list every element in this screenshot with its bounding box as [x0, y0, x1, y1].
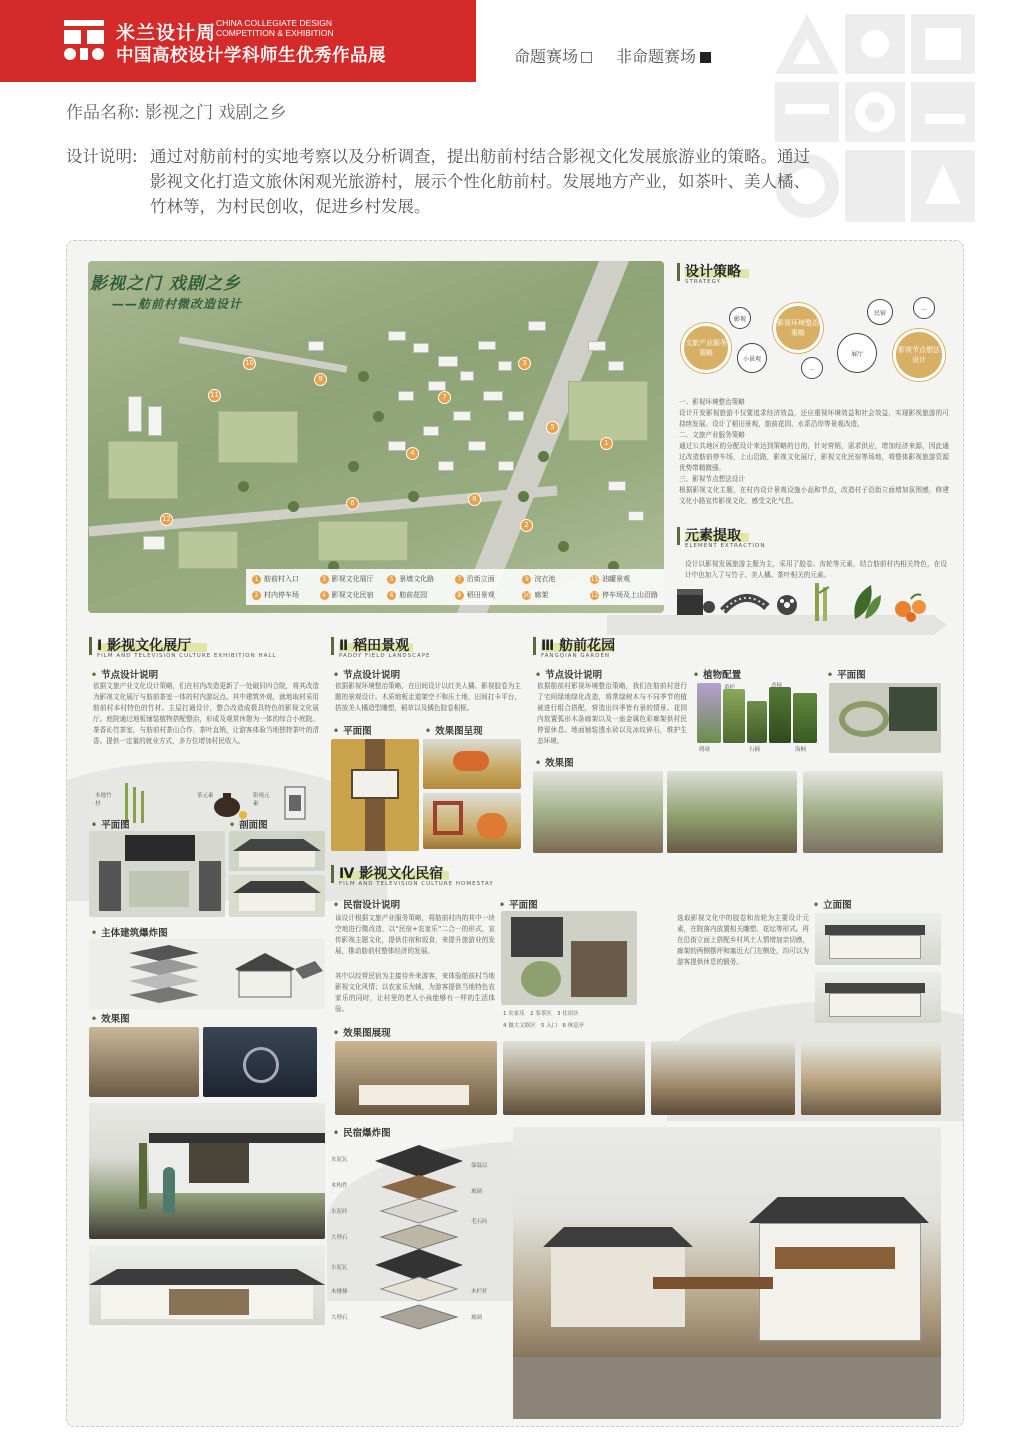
brand-logo-icon	[64, 20, 104, 60]
plant-camphor-image	[769, 687, 791, 743]
plant-photinia-image	[747, 701, 767, 743]
map-node-marker: 8	[468, 493, 481, 506]
legend-item: 9 浣衣池	[522, 571, 590, 587]
brand-name-cn: 米兰设计周	[116, 22, 217, 44]
s2-effect-image-1	[423, 739, 521, 789]
clapperboard-icon	[677, 589, 715, 615]
legend-item: 10 廊架	[523, 591, 549, 599]
strategy-circle-film: 影视	[729, 307, 751, 329]
s1-effect-title: • 效果图	[91, 1011, 130, 1025]
map-node-marker: 7	[438, 391, 451, 404]
s4-plan-image	[501, 911, 637, 1005]
checked-box-icon	[700, 52, 711, 63]
map-node-marker: 3	[518, 357, 531, 370]
exploded-axonometric-icon	[89, 939, 325, 1009]
tea-leaf-icon	[854, 585, 881, 619]
s1-node-title: • 节点设计说明	[91, 667, 158, 681]
legend-item: 3 影视文化展厅	[320, 571, 388, 587]
s1-effect-image-1	[89, 1027, 199, 1097]
s4-hero-render	[513, 1127, 941, 1419]
unchecked-box-icon	[581, 52, 592, 63]
s1-plan-image	[89, 831, 225, 917]
s4-effect-image-3	[651, 1041, 795, 1115]
strategy-header: 设计策略 STRATEGY	[677, 261, 817, 287]
legend-item: 7 沿街立面	[455, 571, 523, 587]
site-master-plan	[88, 261, 664, 613]
s4-effect-image-4	[801, 1041, 941, 1115]
section-homestay-header: Ⅳ 影视文化民宿 FILM AND TELEVISION CULTURE HOMESTAY	[331, 863, 551, 891]
s2-effect-image-2	[423, 793, 521, 849]
legend-item: 11 油罐景观	[590, 575, 630, 583]
design-board: 9 10 11 12 6 4 5 3 7 1 2 8 影视之门 戏剧之乡 ——舫前村微改造设计 1 舫前村入口 3 影视文化展厅 5 景墙文化路 7 沿街立面 9 浣衣池 11 油罐景观 2 村内停车场 4 影视文化民宿 6 舫前花园 8 稻田景观 10 廊架 12 停车场及上山沿路 设计策略 STRATEGY 文旅产业服务策略 影视 小景观 影视环境整治策略 ... 展厅 民宿 ... 影视节点想法设计 一、影视环境整治策略 设计开发影视旅游不仅要追求经济效益，还应重视环境效益和社会效益，实现影视旅游的可持续发展。设计了稻田景观，舫前花园、水系沿岸等景观改造。 二、文旅产业服务策略 通过公共地区的分配设计来达到策略的目的，针对营销，需求供应，增加经济来源，因此通过改造舫前停车场，上山沿路，影视文化展厅，影视文化民宿等场地，将整体影视旅游资源优势带精微强。 三、影视节点想法设计 根据影视文化主题，在村内设计景观设施小品和节点，改造村子沿街立面增加氛围感，修建文化小路宣传影视文化，感受文化气息。 元素提取 ELEMENT EXTRACTION 设计以影视发展旅游主题为主，采用了胶卷、齿轮等元素，结合舫前村内相关特色，在设计中也加入了与竹子、美人橘、茶叶相关的元素。 Ⅰ 影视文化展厅 FILM AND TELEVISION CULTURE EXHIBITION HALL • 节点设计说明 依据文旅产业文化设计策略，们在村内改造更新了一处破旧四合院，将其改造为影视文化展厅与舫前茶室一体的村内游玩点。其中建筑外观，就地取材采用舫前村本村特色的竹材。主屋打通设计，整合改造成极具特色的影视文化展厅。庭院通过地板铺装植物搭配整治，形成及观赏休憩为一体的综合小庭院。茶香沁竹茶室，与舫前村茶山合作，茶叶直销，让游客体验当地独特茶叶的清香。提供一定量的就业方式，多方位增加村民收入。 本地竹材 茶元素 影视元素 • 平面图 • 剖面图 • 主体建筑爆炸图 • 效果图 Ⅱ 稻田景观 PADDY FIELD LANDSCAPE • 节点设计说明 依据影视环境整治策略，在田间设计以红美人橘、影视胶卷为主题的景观设计。木质地板走道架空不和压土地，田间打卡平台，搭放美人橘造型雕塑，稻草以及橘色胶卷相框。 • 平面图 • 效果图呈现 Ⅲ 舫前花园 FANGQIAN GARDEN • 节点设计说明 依据舫前村影视环境整治策略，我们在舫前村进行了宅间绿地绿化改造，将常绿树木与不同季节的植被进行组合搭配，营造出四季皆有景的情景。花园内放置弧形木条廊架以及一座金属色彩廊架供村民停留休息。地面铺装透水砖以及冰纹碎石，维护生态环境。 • 植物配置 绣球 黄栌 石楠 香樟 海桐 • 平面图 • 效果图 Ⅳ 影视文化民宿 FILM AND TELEVISION CULTURE HOMESTAY • 民宿设计说明 该设计根据文旅产业服务策略，将舫前村内的其中一块空地进行微改造，以“民宿+农家乐”二合一的形式，宣传影视主题文化，提供住宿和饭食，来提升旅游业的发展，推动舫前村整体经济的发展。 其中以经营民宿为主接待外来游客，来体验舫前村当地影视文化风情；以农家乐为辅，为游客提供当地特色农家乐的同时，让村里的老人小孩能够有一样的生活体验。 • 平面图 1 农家乐 2 茶茶区 3 住宿区 4 做大文娱区 5 入口 6 休息亭 选取影视文化中的胶卷和齿轮为主要设计元素，在院落内放置相关雕塑、花坛等形式。再在沿街立面上搭配乡村风土人情增加亲切感，廊架的两侧摆坪和塞近大门左侧处，均可以为游客提供休息的锻务。 • 立面图 • 效果图展现 • 民宿爆炸图 水泥瓦 木构件 水泥砖 大理石 水泥瓦 木楼梯 大理石 保温层 玻璃 毛石砖 木栏杆 玻璃	[66, 240, 964, 1427]
s3-text: 依据舫前村影视环境整治策略，我们在舫前村进行了宅间绿地绿化改造，将常绿树木与不同季节的植被进行组合搭配，营造出四季皆有景的情景。花园内放置弧形木条廊架以及一座金属色彩廊架供村民停留休息。地面铺装透水砖以及冰纹碎石，维护生态环境。	[537, 682, 687, 745]
category-selector	[514, 44, 711, 67]
map-legend	[246, 569, 664, 605]
map-node-marker: 12	[160, 513, 173, 526]
s4-elevation-title: • 立面图	[813, 897, 852, 911]
strategy-circle-node: 影视节点想法设计	[893, 329, 945, 381]
s2-plan-title: • 平面图	[333, 723, 372, 737]
s4-elevation-image-2	[815, 971, 941, 1023]
map-node-marker: 9	[314, 373, 327, 386]
s1-explode-title: • 主体建筑爆炸图	[91, 925, 168, 939]
s1-effect-image-3	[89, 1103, 325, 1239]
section-exhibition-header: Ⅰ 影视文化展厅 FILM AND TELEVISION CULTURE EXHIBITION HALL	[89, 635, 309, 663]
s4-effect-image-1	[335, 1041, 497, 1115]
s3-effect-image-1	[533, 771, 663, 853]
s3-effect-image-3	[803, 771, 943, 853]
legend-item: 4 影视文化民宿	[320, 587, 388, 603]
strategy-circle-more: ...	[913, 297, 935, 319]
film-reel-icon	[777, 595, 797, 615]
s4-effect-image-2	[503, 1041, 645, 1115]
map-node-marker: 11	[208, 389, 221, 402]
work-description: 设计说明: 通过对舫前村的实地考察以及分析调查，提出舫前村结合影视文化发展旅游业的策略。通过影视文化打造文旅休闲观光旅游村，展示个性化舫前村。发展地方产业，如茶叶、美人橘、竹林等，为村民创收，促进乡村发展。	[66, 147, 810, 216]
film-strip-icon	[723, 598, 767, 611]
s3-plan-title: • 平面图	[827, 667, 866, 681]
s1-effect-image-2	[203, 1027, 317, 1097]
header-banner	[0, 0, 476, 82]
s1-plan-title: • 平面图	[91, 817, 130, 831]
plant-hydrangea-image	[697, 683, 721, 743]
s4-text-1: 该设计根据文旅产业服务策略，将舫前村内的其中一块空地进行微改造，以“民宿+农家乐”二合一的形式，宣传影视主题文化，提供住宿和饭食，来提升旅游业的发展，推动舫前村整体经济的发展。	[335, 914, 495, 955]
category-nonpropositional-label: 非命题赛场	[616, 47, 697, 66]
work-title: 作品名称: 影视之门 戏剧之乡	[66, 103, 287, 123]
legend-item: 6 舫前花园	[387, 587, 455, 603]
s1-section-image-1	[229, 831, 325, 871]
s1-element-icons: 本地竹材 茶元素 影视元素	[89, 777, 325, 827]
film-roll-icon	[281, 783, 311, 823]
strategy-text: 一、影视环境整治策略 设计开发影视旅游不仅要追求经济效益，还应重视环境效益和社会效益，实现影视旅游的可持续发展。设计了稻田景观，舫前花园、水系沿岸等景观改造。 二、文旅产业服务策略 通过公共地区的分配设计来达到策略的目的，针对营销，需求供应，增加经济来源，因此通过改造舫前停车场，上山沿路，影视文化展厅，影视文化民宿等场地，将整体影视旅游资源优势带精微强。 三、影视节点想法设计 根据影视文化主题，在村内设计景观设施小品和节点，改造村子沿街立面增加氛围感，修建文化小路宣传影视文化，感受文化气息。	[679, 398, 949, 505]
map-node-marker: 5	[546, 421, 559, 434]
s3-effect-title: • 效果图	[535, 755, 574, 769]
strategy-circle-landscape: 小景观	[737, 343, 767, 373]
s4-text-2: 其中以经营民宿为主接待外来游客，来体验舫前村当地影视文化风情；以农家乐为辅，为游客提供当地特色农家乐的同时，让村里的老人小孩能够有一样的生活体验。	[335, 972, 495, 1013]
map-node-marker: 10	[243, 357, 256, 370]
strategy-circle-environment: 影视环境整治策略	[773, 303, 823, 353]
exhibition-subtitle: 中国高校设计学科师生优秀作品展	[116, 46, 386, 66]
map-node-marker: 1	[600, 437, 613, 450]
s4-node-title: • 民宿设计说明	[333, 897, 400, 911]
s1-section-title: • 剖面图	[229, 817, 268, 831]
strategy-circle-hall: 展厅	[837, 333, 877, 373]
s4-exploded-diagram: 水泥瓦 木构件 水泥砖 大理石 水泥瓦 木楼梯 大理石 保温层 玻璃 毛石砖 木栏杆 玻璃	[331, 1141, 507, 1341]
brand-name-en: CHINA COLLEGIATE DESIGN COMPETITION & EXHIBITION	[216, 18, 334, 38]
map-node-marker: 2	[520, 519, 533, 532]
map-node-marker: 4	[406, 447, 419, 460]
s2-node-title: • 节点设计说明	[333, 667, 400, 681]
tangerine-icon	[895, 595, 926, 623]
category-propositional-label: 命题赛场	[514, 47, 579, 66]
map-title: 影视之门 戏剧之乡	[90, 274, 241, 294]
section-garden-header: Ⅲ 舫前花园 FANGQIAN GARDEN	[533, 635, 713, 663]
plant-smoketree-image	[723, 689, 745, 743]
s1-effect-image-4	[89, 1245, 325, 1325]
section-paddy-header: Ⅱ 稻田景观 PADDY FIELD LANDSCAPE	[331, 635, 511, 663]
s4-explode-title: • 民宿爆炸图	[333, 1125, 391, 1139]
legend-item: 2 村内停车场	[252, 587, 320, 603]
elements-header: 元素提取 ELEMENT EXTRACTION	[677, 525, 817, 551]
bamboo-icon	[815, 583, 829, 621]
legend-item: 1 舫前村入口	[252, 571, 320, 587]
element-icons	[675, 579, 945, 623]
s4-legend: 1 农家乐 2 茶茶区 3 住宿区	[503, 1011, 579, 1017]
s1-exploded-diagram	[89, 939, 325, 1009]
legend-item: 8 稻田景观	[455, 587, 523, 603]
s4-effect-title: • 效果图展现	[333, 1025, 391, 1039]
legend-item: 12 停车场及上山沿路	[590, 591, 658, 599]
map-subtitle: ——舫前村微改造设计	[112, 297, 243, 311]
strategy-circle-more: ...	[801, 357, 823, 379]
s2-effect-title: • 效果图呈现	[425, 723, 483, 737]
strategy-circle-homestay: 民宿	[867, 299, 893, 325]
s3-node-title: • 节点设计说明	[535, 667, 602, 681]
s3-plan-image	[829, 683, 941, 753]
exploded-axonometric-icon	[331, 1141, 507, 1341]
strategy-circle-industry: 文旅产业服务策略	[681, 323, 731, 373]
s1-section-image-2	[229, 875, 325, 917]
s2-text: 依据影视环境整治策略，在田间设计以红美人橘、影视胶卷为主题的景观设计。木质地板走道架空不和压土地，田间打卡平台，搭放美人橘造型雕塑，稻草以及橘色胶卷相框。	[335, 682, 521, 712]
s3-plants-title: • 植物配置	[693, 667, 741, 681]
s2-plan-image	[331, 739, 419, 851]
s3-effect-image-2	[667, 771, 797, 853]
s4-elevation-image-1	[815, 913, 941, 965]
s4-text-3: 选取影视文化中的胶卷和齿轮为主要设计元素，在院落内放置相关雕塑、花坛等形式。再在沿街立面上搭配乡村风土人情增加亲切感，廊架的两侧摆坪和塞近大门左侧处，均可以为游客提供休息的锻务。	[677, 914, 809, 966]
map-node-marker: 6	[346, 497, 359, 510]
s4-legend: 4 做大文娱区 5 入口 6 休息亭	[503, 1023, 585, 1029]
s1-text: 依据文旅产业文化设计策略，们在村内改造更新了一处破旧四合院，将其改造为影视文化展厅与舫前茶室一体的村内游玩点。其中建筑外观，就地取材采用舫前村本村特色的竹材。主屋打通设计，整合改造成极具特色的影视文化展厅。庭院通过地板铺装植物搭配整治，形成及观赏休憩为一体的综合小庭院。茶香沁竹茶室，与舫前村茶山合作，茶叶直销，让游客体验当地独特茶叶的清香。提供一定量的就业方式，多方位增加村民收入。	[93, 682, 319, 745]
legend-item: 5 景墙文化路	[387, 571, 455, 587]
plant-pittosporum-image	[793, 693, 817, 743]
s4-plan-title: • 平面图	[499, 897, 538, 911]
elements-text: 设计以影视发展旅游主题为主，采用了胶卷、齿轮等元素，结合舫前村内相关特色，在设计中也加入了与竹子、美人橘、茶叶相关的元素。	[685, 560, 947, 579]
